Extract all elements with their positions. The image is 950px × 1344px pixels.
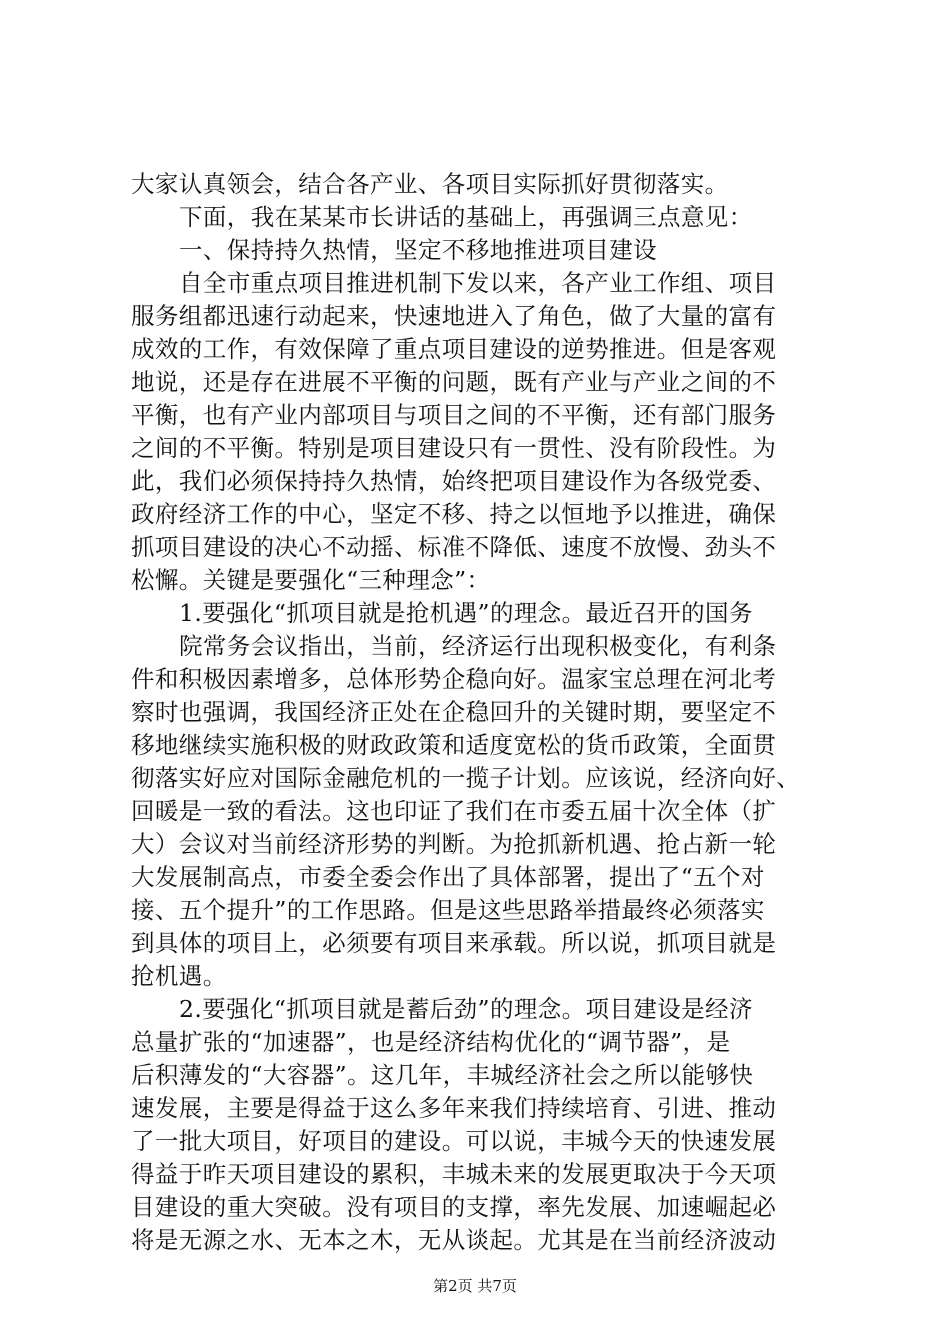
- text-line: 平衡，也有产业内部项目与项目之间的不平衡，还有部门服务: [131, 401, 777, 429]
- text-line: 服务组都迅速行动起来，快速地进入了角色，做了大量的富有: [131, 302, 777, 330]
- text-line: 后积薄发的“大容器”。这几年，丰城经济社会之所以能够快: [131, 1061, 754, 1089]
- text-line: 此，我们必须保持持久热情，始终把项目建设作为各级党委、: [131, 467, 777, 495]
- text-line: 将是无源之水、无本之木，无从谈起。尤其是在当前经济波动: [131, 1226, 777, 1254]
- text-line: 抢机遇。: [131, 962, 227, 990]
- text-line: 速发展，主要是得益于这么多年来我们持续培育、引进、推动: [131, 1094, 777, 1122]
- text-line: 了一批大项目，好项目的建设。可以说，丰城今天的快速发展: [131, 1127, 777, 1155]
- document-body: [131, 168, 831, 1257]
- text-line: 接、五个提升”的工作思路。但是这些思路举措最终必须落实: [131, 896, 765, 924]
- text-line: 松懈。关键是要强化“三种理念”：: [131, 566, 491, 594]
- text-line: 地说，还是存在进展不平衡的问题，既有产业与产业之间的不: [131, 368, 777, 396]
- text-line: 得益于昨天项目建设的累积，丰城未来的发展更取决于今天项: [131, 1160, 777, 1188]
- text-line: 下面，我在某某市长讲话的基础上，再强调三点意见：: [179, 203, 753, 231]
- text-line: 政府经济工作的中心，坚定不移、持之以恒地予以推进，确保: [131, 500, 777, 528]
- text-line: 1.要强化“抓项目就是抢机遇”的理念。最近召开的国务: [179, 599, 753, 627]
- text-line: 一、保持持久热情，坚定不移地推进项目建设: [179, 236, 657, 264]
- text-line: 抓项目建设的决心不动摇、标准不降低、速度不放慢、劲头不: [131, 533, 777, 561]
- text-line: 大发展制高点，市委全委会作出了具体部署，提出了“五个对: [131, 863, 765, 891]
- page-footer: 第2页 共7页: [433, 1277, 517, 1295]
- text-line: 成效的工作，有效保障了重点项目建设的逆势推进。但是客观: [131, 335, 777, 363]
- text-line: 件和积极因素增多，总体形势企稳向好。温家宝总理在河北考: [131, 665, 777, 693]
- text-line: 2.要强化“抓项目就是蓄后劲”的理念。项目建设是经济: [179, 995, 753, 1023]
- text-line: 之间的不平衡。特别是项目建设只有一贯性、没有阶段性。为: [131, 434, 777, 462]
- text-line: 院常务会议指出，当前，经济运行出现积极变化，有利条: [179, 632, 777, 660]
- text-line: 回暖是一致的看法。这也印证了我们在市委五届十次全体（扩: [131, 797, 777, 825]
- text-line: 到具体的项目上，必须要有项目来承载。所以说，抓项目就是: [131, 929, 777, 957]
- text-line: 彻落实好应对国际金融危机的一揽子计划。应该说，经济向好、: [131, 764, 801, 792]
- text-line: 大家认真领会，结合各产业、各项目实际抓好贯彻落实。: [131, 170, 729, 198]
- text-line: 总量扩张的“加速器”，也是经济结构优化的“调节器”，是: [131, 1028, 731, 1056]
- text-line: 察时也强调，我国经济正处在企稳回升的关键时期，要坚定不: [131, 698, 777, 726]
- text-line: 目建设的重大突破。没有项目的支撑，率先发展、加速崛起必: [131, 1193, 777, 1221]
- text-line: 自全市重点项目推进机制下发以来，各产业工作组、项目: [179, 269, 777, 297]
- text-line: 大）会议对当前经济形势的判断。为抢抓新机遇、抢占新一轮: [131, 830, 777, 858]
- text-line: 移地继续实施积极的财政政策和适度宽松的货币政策，全面贯: [131, 731, 777, 759]
